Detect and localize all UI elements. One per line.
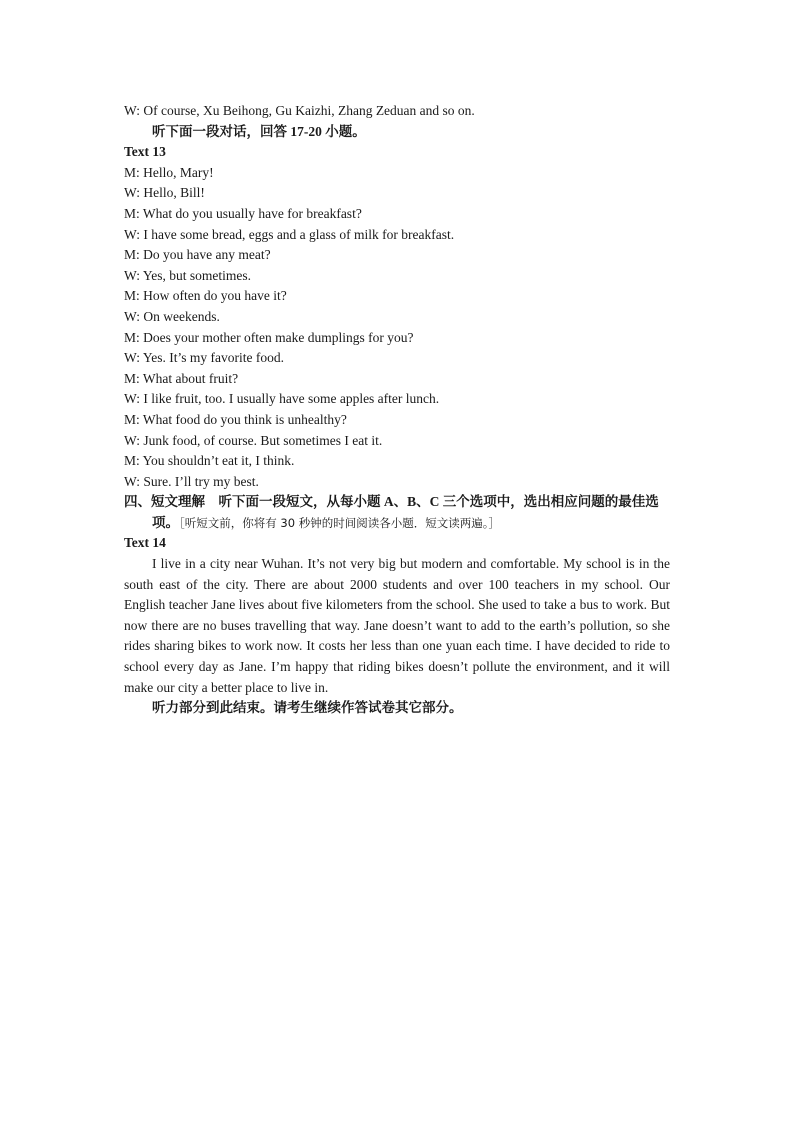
section4-instruction-cont [124, 513, 670, 534]
dialogue-line: M: Hello, Mary! [124, 164, 214, 180]
dialogue-line: W: I have some bread, eggs and a glass of milk for breakfast. [124, 226, 455, 242]
dialogue-line: W: Yes. It’s my favorite food. [124, 350, 284, 366]
dialogue-line: M: What about fruit? [124, 370, 239, 386]
dialogue-line: M: Do you have any meat? [124, 247, 271, 263]
dialogue-line: W: Sure. I’ll try my best. [124, 473, 259, 489]
dialogue-line: W: I like fruit, too. I usually have some apples after lunch. [124, 391, 440, 407]
text13-title: Text 13 [124, 144, 166, 160]
dialogue-line: W: On weekends. [124, 308, 220, 324]
text14-paragraph: I live in a city near Wuhan. It’s not very big but modern and comfortable. My school is in the south east of the city. There are about 2000 students and over 100 teachers in my school. Our English teacher Jane lives about five kilometers from the school. She used to take a bus to work. But now there are no buses travelling that way. Jane doesn’t want to add to the earth’s pollution, so she rides sharing bikes to work now. It costs her less than one yuan each time. I have decided to ride to school every day as Jane. I’m happy that riding bikes doesn’t pollute the environment, and it will make our city a better place to live in. [124, 556, 670, 695]
dialogue-line: W: Hello, Bill! [124, 185, 205, 201]
dialogue-line: M: How often do you have it? [124, 288, 287, 304]
document-page [124, 101, 670, 719]
section4-heading: 四、短文理解 听下面一段短文，从每小题 A、B、C 三个选项中，选出相应问题的最佳选 [124, 494, 659, 510]
dialogue-line: W: Junk food, of course. But sometimes I eat it. [124, 432, 383, 448]
dialogue-line: M: Does your mother often make dumplings for you? [124, 329, 414, 345]
dialogue-line: M: What do you usually have for breakfast? [124, 205, 362, 221]
text14-title: Text 14 [124, 535, 166, 551]
instruction-17-20: 听下面一段对话，回答 17-20 小题。 [152, 123, 366, 139]
dialogue-line: M: What food do you think is unhealthy? [124, 411, 347, 427]
dialogue-line: M: You shouldn’t eat it, I think. [124, 453, 295, 469]
section4-note: ［听短文前，你将有 30 秒钟的时间阅读各小题．短文读两遍。］ [179, 515, 500, 530]
dialogue-line: W: Yes, but sometimes. [124, 267, 252, 283]
dialogue-line: W: Of course, Xu Beihong, Gu Kaizhi, Zhang Zeduan and so on. [124, 103, 475, 118]
section4-cont-bold: 项。 [152, 514, 179, 530]
ending-instruction: 听力部分到此结束。请考生继续作答试卷其它部分。 [152, 700, 463, 716]
